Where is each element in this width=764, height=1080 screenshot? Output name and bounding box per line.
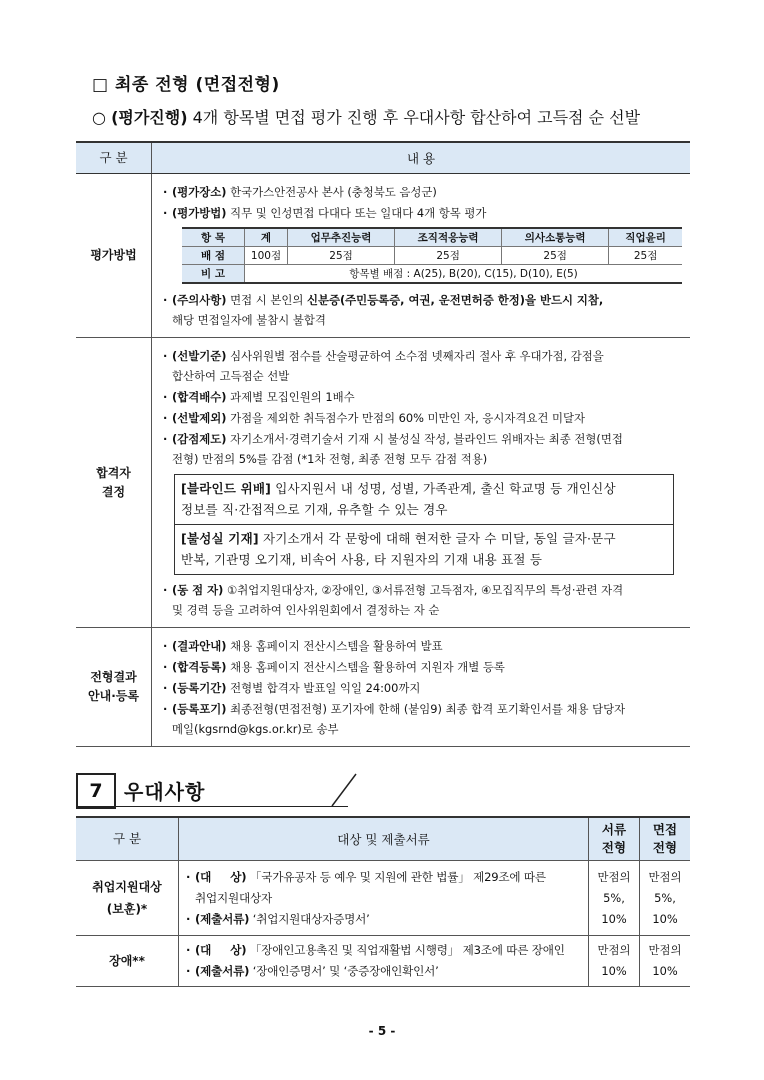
row-pass-decision (76, 338, 690, 628)
bullet-item: · (감점제도) 자기소개서·경력기술서 기재 시 불성실 작성, 블라인드 위배자는 최종 전형(면접 전형) 만점의 5%를 감점 (*1차 전형, 최종 전형 모두 감점 적용) (162, 429, 682, 469)
bullet-item: · (평가방법) 직무 및 인성면접 다대다 또는 일대다 4개 항목 평가 (162, 203, 682, 223)
insincere-entry-note: [불성실 기재] 자기소개서 각 문항에 대해 현저한 글자 수 미달, 동일 글자·문구 반복, 기관명 오기재, 비속어 사용, 타 지원자의 기재 내용 표절 등 (175, 524, 673, 574)
row-evaluation-method (76, 174, 690, 338)
page-number: - 5 - (368, 1024, 396, 1038)
bullet-item: · (제출서류) ‘장애인증명서’ 및 ‘중증장애인확인서’ (185, 961, 584, 982)
row-label: 평가방법 (76, 174, 152, 338)
section-slash-decoration (330, 770, 360, 808)
row-disabled: 장애** · (대 상) 「장애인고용촉진 및 직업재활법 시행령」 제3조에 따른 장애인 · (제출서류) ‘장애인증명서’ 및 ‘중증장애인확인서’ 만점의 10% 만점의 10% (76, 936, 690, 987)
section-heading: □ 최종 전형 (면접전형) (92, 75, 280, 95)
col-category: 구 분 (76, 142, 152, 174)
bullet-item: · (합격배수) 과제별 모집인원의 1배수 (162, 387, 682, 407)
penalty-definitions-box (174, 474, 674, 575)
score-note-row: 비 고 항목별 배점 : A(25), B(20), C(15), D(10), E(5) (182, 265, 682, 284)
row-label: 합격자 결정 (76, 338, 152, 628)
sub-heading-text: 4개 항목별 면접 평가 진행 후 우대사항 합산하여 고득점 순 선발 (192, 108, 641, 127)
bullet-item: · (제출서류) ‘취업지원대상자증명서’ (185, 909, 584, 930)
score-table (182, 227, 682, 284)
bullet-item: · (대 상) 「국가유공자 등 예우 및 지원에 관한 법률」 제29조에 따른 취업지원대상자 (185, 867, 584, 909)
bullet-item: · (대 상) 「장애인고용촉진 및 직업재활법 시행령」 제3조에 따른 장애인 (185, 940, 584, 961)
blind-violation-note: [블라인드 위배] 입사지원서 내 성명, 성별, 가족관계, 출신 학교명 등 개인신상 정보를 직·간접적으로 기재, 유추할 수 있는 경우 (181, 481, 616, 517)
preference-table (76, 816, 690, 987)
circle-bullet: ○ (92, 108, 106, 127)
row-content (152, 628, 691, 747)
col-content: 내 용 (152, 142, 691, 174)
section-title: 우대사항 (124, 780, 206, 804)
bullet-item: · (동 점 자) ①취업지원대상자, ②장애인, ③서류전형 고득점자, ④모집직무의 특성·관련 자격 및 경력 등을 고려하여 인사위원회에서 결정하는 자 순 (162, 580, 682, 620)
section-number-badge: 7 (76, 773, 116, 809)
row-content (152, 338, 691, 628)
row-label: 전형결과 안내·등록 (76, 628, 152, 747)
bullet-item: · (평가장소) 한국가스안전공사 본사 (충청북도 음성군) (162, 182, 682, 202)
table-header-row: 구 분 대상 및 제출서류 서류 전형 면접 전형 (76, 817, 690, 861)
sub-heading (92, 105, 640, 128)
score-header-row: 항 목 계 업무추진능력 조직적응능력 의사소통능력 직업윤리 (182, 228, 682, 247)
bullet-item: · (합격등록) 채용 홈페이지 전산시스템을 활용하여 지원자 개별 등록 (162, 657, 682, 677)
row-veteran: 취업지원대상 (보훈)* · (대 상) 「국가유공자 등 예우 및 지원에 관한 법률」 제29조에 따른 취업지원대상자 · (제출서류) ‘취업지원대상자증명서’ 만점의 5%, 10% 만점의 5%, 10% (76, 861, 690, 936)
sub-heading-key: (평가진행) (111, 108, 188, 127)
table-header-row (76, 142, 690, 174)
bullet-item: · (결과안내) 채용 홈페이지 전산시스템을 활용하여 발표 (162, 636, 682, 656)
row-result-registration (76, 628, 690, 747)
bullet-item: · (선발제외) 가점을 제외한 취득점수가 만점의 60% 미만인 자, 응시자격요건 미달자 (162, 408, 682, 428)
bullet-item: · (등록포기) 최종전형(면접전형) 포기자에 한해 (붙임9) 최종 합격 포기확인서를 채용 담당자 메일(kgsrnd@kgs.or.kr)로 송부 (162, 699, 682, 739)
score-points-row: 배 점 100점 25점 25점 25점 25점 (182, 247, 682, 265)
bullet-item: · (주의사항) 면접 시 본인의 신분증(주민등록증, 여권, 운전면허증 한정)을 반드시 지참, 해당 면접일자에 불참시 불합격 (162, 290, 682, 330)
section-underline (76, 806, 348, 807)
row-content (152, 174, 691, 338)
bullet-item: · (선발기준) 심사위원별 점수를 산술평균하여 소수점 넷째자리 절사 후 우대가점, 감점을 합산하여 고득점순 선발 (162, 346, 682, 386)
bullet-item: · (등록기간) 전형별 합격자 발표일 익일 24:00까지 (162, 678, 682, 698)
final-stage-table (76, 141, 690, 747)
